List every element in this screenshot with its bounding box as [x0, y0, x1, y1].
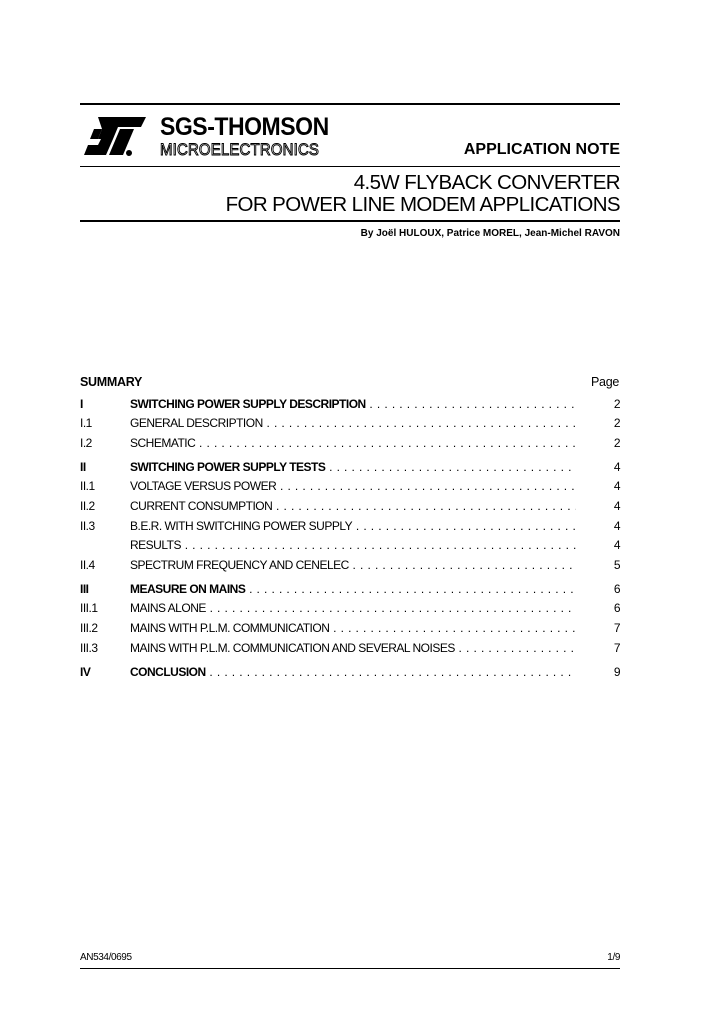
toc-label: GENERAL DESCRIPTION	[130, 416, 263, 430]
toc-number: III.2	[80, 621, 98, 635]
toc-number: III.1	[80, 601, 98, 615]
toc-page: 6	[613, 601, 620, 615]
toc-label: RESULTS	[130, 538, 181, 552]
toc-page: 5	[613, 558, 620, 572]
toc-entry[interactable]	[80, 582, 620, 598]
toc-entry[interactable]	[80, 499, 620, 515]
toc-entry[interactable]	[80, 665, 620, 681]
header-divider	[80, 166, 620, 167]
toc-label: SCHEMATIC	[130, 436, 196, 450]
toc-number: IV	[80, 665, 91, 679]
st-logo-icon	[84, 115, 148, 159]
company-name: SGS-THOMSON	[160, 113, 329, 141]
toc-number: III	[80, 582, 89, 596]
toc-page: 4	[613, 499, 620, 513]
toc-page: 2	[613, 416, 620, 430]
toc-number: II.3	[80, 519, 95, 533]
toc-number: II	[80, 460, 86, 474]
toc-page: 4	[613, 538, 620, 552]
title-rule	[80, 220, 620, 222]
toc-label: MAINS WITH P.L.M. COMMUNICATION	[130, 621, 330, 635]
toc-entry[interactable]	[80, 538, 620, 554]
toc-label: MAINS WITH P.L.M. COMMUNICATION AND SEVERAL NOISES	[130, 641, 455, 655]
toc-label: MAINS ALONE	[130, 601, 206, 615]
toc-label: CONCLUSION	[130, 665, 206, 679]
toc-page: 4	[613, 460, 620, 474]
toc-entry[interactable]	[80, 416, 620, 432]
toc-label: CURRENT CONSUMPTION	[130, 499, 273, 513]
header-top-rule	[80, 103, 620, 105]
toc-page: 4	[613, 479, 620, 493]
toc-label: B.E.R. WITH SWITCHING POWER SUPPLY	[130, 519, 353, 533]
page-indicator: 1/9	[607, 952, 620, 963]
toc-entry[interactable]	[80, 641, 620, 657]
document-title	[226, 172, 620, 216]
toc-number: I	[80, 397, 83, 411]
toc-entry[interactable]	[80, 621, 620, 637]
toc-label: MEASURE ON MAINS	[130, 582, 246, 596]
toc-entry[interactable]	[80, 397, 620, 413]
toc-number: III.3	[80, 641, 98, 655]
toc-page: 2	[613, 397, 620, 411]
document-type: APPLICATION NOTE	[463, 141, 620, 158]
toc-entry[interactable]	[80, 436, 620, 452]
toc-number: II.4	[80, 558, 95, 572]
page-column-header: Page	[591, 375, 619, 389]
company-logo	[84, 113, 354, 161]
toc-entry[interactable]	[80, 558, 620, 574]
title-line-2: FOR POWER LINE MODEM APPLICATIONS	[225, 193, 620, 216]
toc-entry[interactable]	[80, 460, 620, 476]
authors: By Joël HULOUX, Patrice MOREL, Jean-Michel RAVON	[360, 228, 620, 239]
title-line-1: 4.5W FLYBACK CONVERTER	[353, 171, 620, 194]
toc-number: II.1	[80, 479, 95, 493]
toc-number: I.1	[80, 416, 92, 430]
toc-page: 9	[613, 665, 620, 679]
toc-entry[interactable]	[80, 519, 620, 535]
toc-entry[interactable]	[80, 601, 620, 617]
document-code: AN534/0695	[80, 952, 132, 963]
toc-page: 4	[613, 519, 620, 533]
toc-label: SPECTRUM FREQUENCY AND CENELEC	[130, 558, 349, 572]
toc-label: SWITCHING POWER SUPPLY TESTS	[130, 460, 326, 474]
company-subtitle: MICROELECTRONICS	[160, 140, 320, 159]
toc-page: 6	[613, 582, 620, 596]
toc-entry[interactable]	[80, 479, 620, 495]
footer-rule	[80, 968, 620, 969]
toc-page: 7	[613, 641, 620, 655]
toc-page: 7	[613, 621, 620, 635]
toc-label: VOLTAGE VERSUS POWER	[130, 479, 277, 493]
toc-page: 2	[613, 436, 620, 450]
summary-header	[80, 375, 620, 391]
toc-label: SWITCHING POWER SUPPLY DESCRIPTION	[130, 397, 366, 411]
toc-number: II.2	[80, 499, 95, 513]
summary-title: SUMMARY	[80, 375, 143, 389]
toc-number: I.2	[80, 436, 92, 450]
